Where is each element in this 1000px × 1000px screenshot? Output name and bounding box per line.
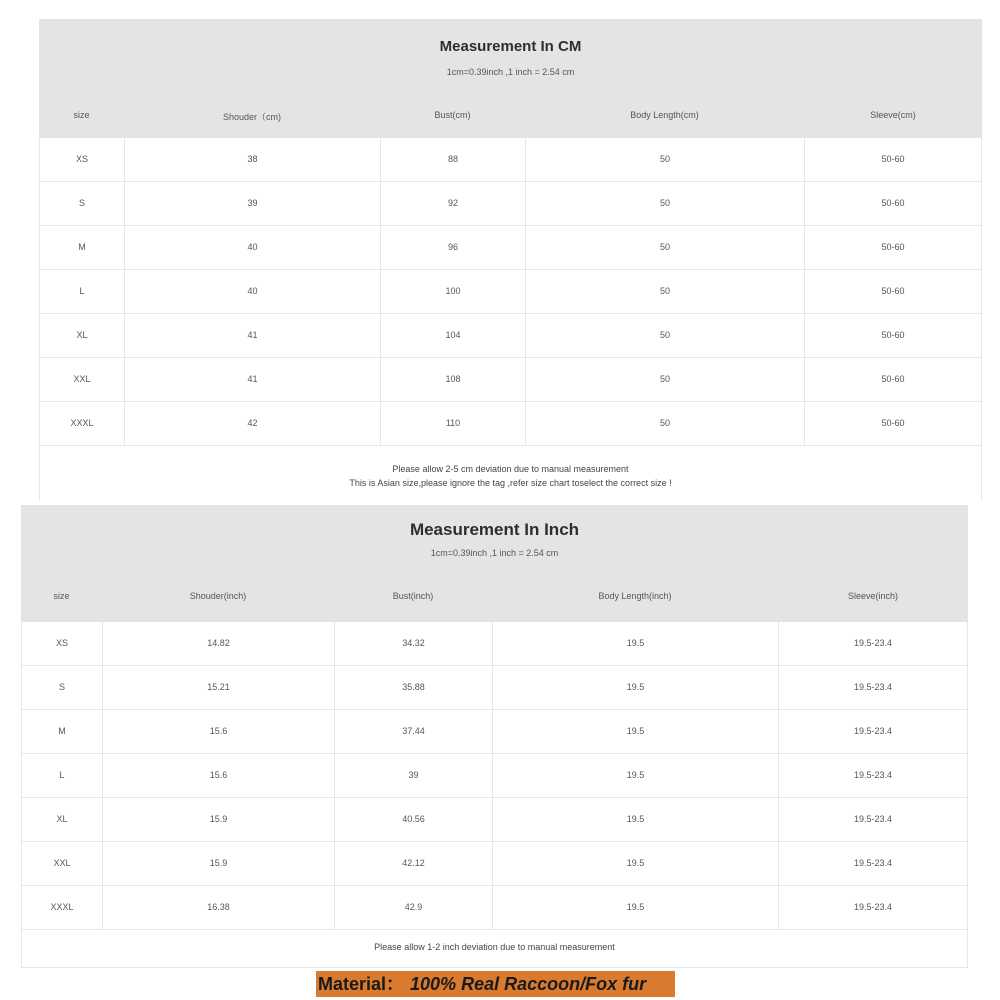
sleeve-cell: 50-60 bbox=[881, 286, 905, 296]
sleeve-cell: 50-60 bbox=[881, 198, 905, 208]
bust-cell: 34.32 bbox=[335, 622, 493, 665]
size-cell: XL bbox=[40, 314, 125, 357]
bust-cell: 110 bbox=[381, 402, 526, 445]
inch-deviation-note bbox=[21, 930, 968, 968]
shoulder-cell: 41 bbox=[125, 314, 381, 357]
size-cell: XL bbox=[22, 798, 103, 841]
shoulder-cell: 15.9 bbox=[103, 842, 335, 885]
cm-table-title: Measurement In CM bbox=[439, 38, 582, 55]
material-banner bbox=[316, 971, 675, 997]
inch-column-headers bbox=[21, 591, 968, 601]
size-cell: XS bbox=[22, 622, 103, 665]
table-row bbox=[39, 314, 982, 358]
size-cell: XS bbox=[40, 138, 125, 181]
shoulder-cell: 15.9 bbox=[103, 798, 335, 841]
material-value: 100% Real Raccoon/Fox fur bbox=[410, 974, 647, 994]
shoulder-cell: 15.21 bbox=[103, 666, 335, 709]
sleeve-cell: 19.5-23.4 bbox=[853, 814, 893, 824]
sleeve-cell: 19.5-23.4 bbox=[853, 770, 893, 780]
sleeve-cell: 19.5-23.4 bbox=[853, 682, 893, 692]
bust-cell: 104 bbox=[381, 314, 526, 357]
cm-header-size: size bbox=[73, 110, 90, 120]
inch-header-body-length: Body Length(inch) bbox=[598, 591, 672, 601]
bust-cell: 35.88 bbox=[335, 666, 493, 709]
table-row bbox=[21, 842, 968, 886]
shoulder-cell: 14.82 bbox=[103, 622, 335, 665]
table-row bbox=[39, 226, 982, 270]
body-length-cell: 50 bbox=[526, 358, 805, 401]
table-row bbox=[21, 622, 968, 666]
table-row bbox=[39, 182, 982, 226]
body-length-cell: 19.5 bbox=[493, 754, 779, 797]
table-row bbox=[39, 358, 982, 402]
sleeve-cell: 50-60 bbox=[881, 242, 905, 252]
sleeve-cell: 19.5-23.4 bbox=[853, 858, 893, 868]
shoulder-cell: 38 bbox=[125, 138, 381, 181]
inch-header-shoulder: Shouder(inch) bbox=[189, 591, 247, 601]
size-cell: XXL bbox=[22, 842, 103, 885]
table-row bbox=[21, 666, 968, 710]
shoulder-cell: 15.6 bbox=[103, 710, 335, 753]
size-cell: S bbox=[40, 182, 125, 225]
cm-size-chart bbox=[39, 19, 982, 493]
bust-cell: 42.9 bbox=[335, 886, 493, 929]
shoulder-cell: 40 bbox=[125, 226, 381, 269]
inch-table-header bbox=[21, 505, 968, 622]
bust-cell: 37.44 bbox=[335, 710, 493, 753]
table-row bbox=[39, 138, 982, 182]
cm-deviation-note bbox=[39, 446, 982, 501]
size-cell: L bbox=[22, 754, 103, 797]
cm-note-line-1: Please allow 2-5 cm deviation due to manual measurement bbox=[392, 464, 629, 474]
shoulder-cell: 42 bbox=[125, 402, 381, 445]
table-row bbox=[39, 270, 982, 314]
sleeve-cell: 50-60 bbox=[881, 330, 905, 340]
inch-table-title: Measurement In Inch bbox=[409, 520, 580, 539]
cm-note-line-2: This is Asian size,please ignore the tag ,refer size chart toselect the correct size ! bbox=[349, 478, 672, 488]
body-length-cell: 19.5 bbox=[493, 886, 779, 929]
bust-cell: 42.12 bbox=[335, 842, 493, 885]
cm-header-bust: Bust(cm) bbox=[434, 110, 471, 120]
body-length-cell: 19.5 bbox=[493, 842, 779, 885]
table-row bbox=[21, 710, 968, 754]
shoulder-cell: 39 bbox=[125, 182, 381, 225]
body-length-cell: 50 bbox=[526, 226, 805, 269]
cm-header-sleeve: Sleeve(cm) bbox=[870, 110, 916, 120]
sleeve-cell: 19.5-23.4 bbox=[853, 638, 893, 648]
inch-conversion-note: 1cm=0.39inch ,1 inch = 2.54 cm bbox=[430, 548, 559, 558]
body-length-cell: 19.5 bbox=[493, 710, 779, 753]
size-cell: M bbox=[40, 226, 125, 269]
body-length-cell: 19.5 bbox=[493, 622, 779, 665]
table-row bbox=[21, 754, 968, 798]
size-cell: XXL bbox=[40, 358, 125, 401]
inch-header-sleeve: Sleeve(inch) bbox=[847, 591, 899, 601]
bust-cell: 108 bbox=[381, 358, 526, 401]
cm-column-headers bbox=[39, 110, 982, 123]
table-row bbox=[21, 798, 968, 842]
sleeve-cell: 19.5-23.4 bbox=[853, 726, 893, 736]
sleeve-cell: 50-60 bbox=[881, 154, 905, 164]
cm-header-shoulder: Shouder（cm) bbox=[222, 112, 282, 122]
shoulder-cell: 15.6 bbox=[103, 754, 335, 797]
cm-table-body bbox=[39, 138, 982, 446]
body-length-cell: 50 bbox=[526, 314, 805, 357]
size-cell: XXXL bbox=[22, 886, 103, 929]
inch-table-body bbox=[21, 622, 968, 930]
body-length-cell: 19.5 bbox=[493, 798, 779, 841]
bust-cell: 92 bbox=[381, 182, 526, 225]
bust-cell: 96 bbox=[381, 226, 526, 269]
body-length-cell: 50 bbox=[526, 402, 805, 445]
sleeve-cell: 19.5-23.4 bbox=[853, 902, 893, 912]
bust-cell: 100 bbox=[381, 270, 526, 313]
inch-header-size: size bbox=[53, 591, 70, 601]
body-length-cell: 50 bbox=[526, 182, 805, 225]
bust-cell: 88 bbox=[381, 138, 526, 181]
body-length-cell: 50 bbox=[526, 138, 805, 181]
size-cell: S bbox=[22, 666, 103, 709]
cm-table-header bbox=[39, 19, 982, 138]
inch-note-line-1: Please allow 1-2 inch deviation due to manual measurement bbox=[374, 942, 615, 952]
material-label: Material： bbox=[318, 974, 405, 994]
shoulder-cell: 40 bbox=[125, 270, 381, 313]
sleeve-cell: 50-60 bbox=[881, 374, 905, 384]
bust-cell: 40.56 bbox=[335, 798, 493, 841]
shoulder-cell: 41 bbox=[125, 358, 381, 401]
bust-cell: 39 bbox=[335, 754, 493, 797]
sleeve-cell: 50-60 bbox=[881, 418, 905, 428]
shoulder-cell: 16.38 bbox=[103, 886, 335, 929]
table-row bbox=[21, 886, 968, 930]
size-cell: M bbox=[22, 710, 103, 753]
table-row bbox=[39, 402, 982, 446]
size-cell: L bbox=[40, 270, 125, 313]
cm-conversion-note: 1cm=0.39inch ,1 inch = 2.54 cm bbox=[446, 67, 575, 77]
inch-header-bust: Bust(inch) bbox=[392, 591, 434, 601]
body-length-cell: 50 bbox=[526, 270, 805, 313]
cm-header-body-length: Body Length(cm) bbox=[630, 110, 699, 120]
body-length-cell: 19.5 bbox=[493, 666, 779, 709]
inch-size-chart bbox=[21, 505, 968, 961]
size-cell: XXXL bbox=[40, 402, 125, 445]
